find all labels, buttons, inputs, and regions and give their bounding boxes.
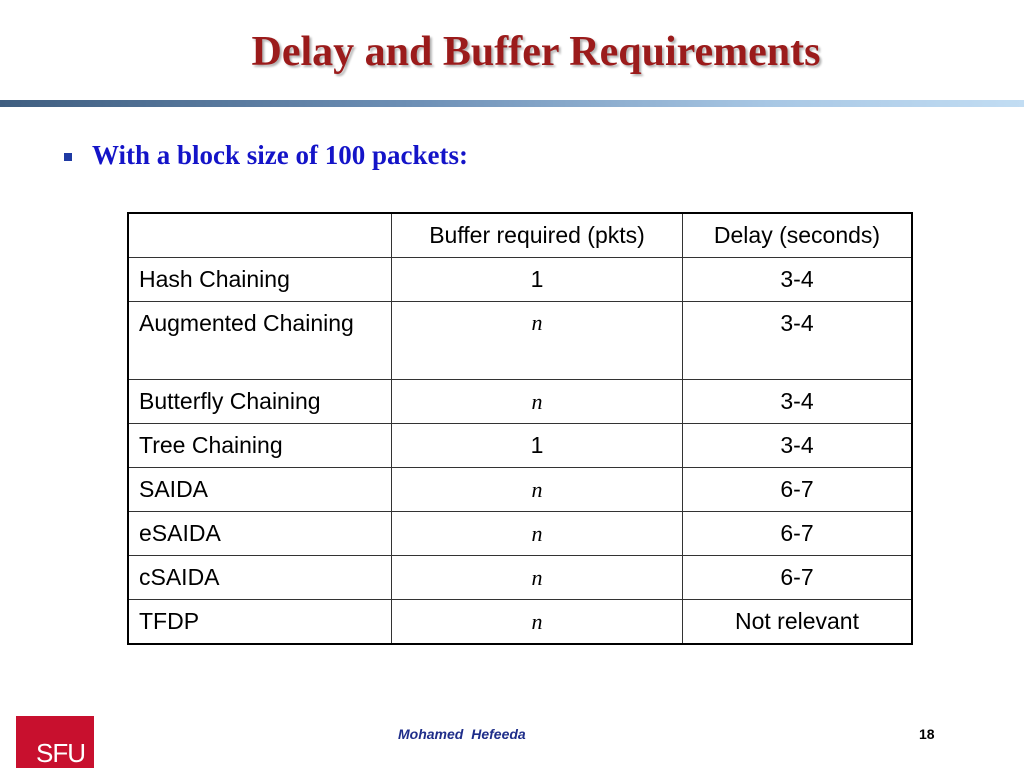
scheme-cell: Butterfly Chaining (128, 380, 392, 424)
bullet-item (64, 140, 468, 171)
delay-cell: Not relevant (683, 600, 913, 645)
delay-cell: 6-7 (683, 556, 913, 600)
delay-cell: 3-4 (683, 380, 913, 424)
table-header-row (128, 213, 912, 258)
buffer-cell: n (392, 556, 683, 600)
delay-cell: 3-4 (683, 424, 913, 468)
table-row (128, 468, 912, 512)
square-bullet-icon (64, 153, 72, 161)
scheme-cell: SAIDA (128, 468, 392, 512)
scheme-cell: cSAIDA (128, 556, 392, 600)
bullet-text: With a block size of 100 packets: (92, 140, 468, 170)
delay-cell: 3-4 (683, 258, 913, 302)
header-cell-delay: Delay (seconds) (683, 213, 913, 258)
table-row (128, 302, 912, 380)
table-row (128, 258, 912, 302)
scheme-cell: eSAIDA (128, 512, 392, 556)
buffer-cell: n (392, 380, 683, 424)
title-divider (0, 100, 1024, 107)
table-row (128, 600, 912, 645)
header-cell-buffer: Buffer required (pkts) (392, 213, 683, 258)
buffer-cell: n (392, 468, 683, 512)
scheme-cell: Tree Chaining (128, 424, 392, 468)
scheme-cell: Augmented Chaining (128, 302, 392, 380)
sfu-logo-text: SFU (36, 738, 85, 768)
table-row (128, 424, 912, 468)
page-number: 18 (919, 726, 935, 742)
table-row (128, 556, 912, 600)
slide-title (0, 28, 1024, 76)
delay-cell: 6-7 (683, 512, 913, 556)
delay-cell: 6-7 (683, 468, 913, 512)
buffer-cell: n (392, 302, 683, 380)
scheme-cell: Hash Chaining (128, 258, 392, 302)
table-row (128, 512, 912, 556)
buffer-cell: 1 (392, 258, 683, 302)
scheme-cell: TFDP (128, 600, 392, 645)
slide-title-text: Delay and Buffer Requirements (251, 29, 821, 75)
requirements-table (127, 212, 913, 645)
sfu-logo (16, 716, 94, 768)
buffer-cell: 1 (392, 424, 683, 468)
footer-author: Mohamed Hefeeda (398, 726, 526, 742)
table-row (128, 380, 912, 424)
header-cell-scheme (128, 213, 392, 258)
delay-cell: 3-4 (683, 302, 913, 380)
buffer-cell: n (392, 600, 683, 645)
buffer-cell: n (392, 512, 683, 556)
